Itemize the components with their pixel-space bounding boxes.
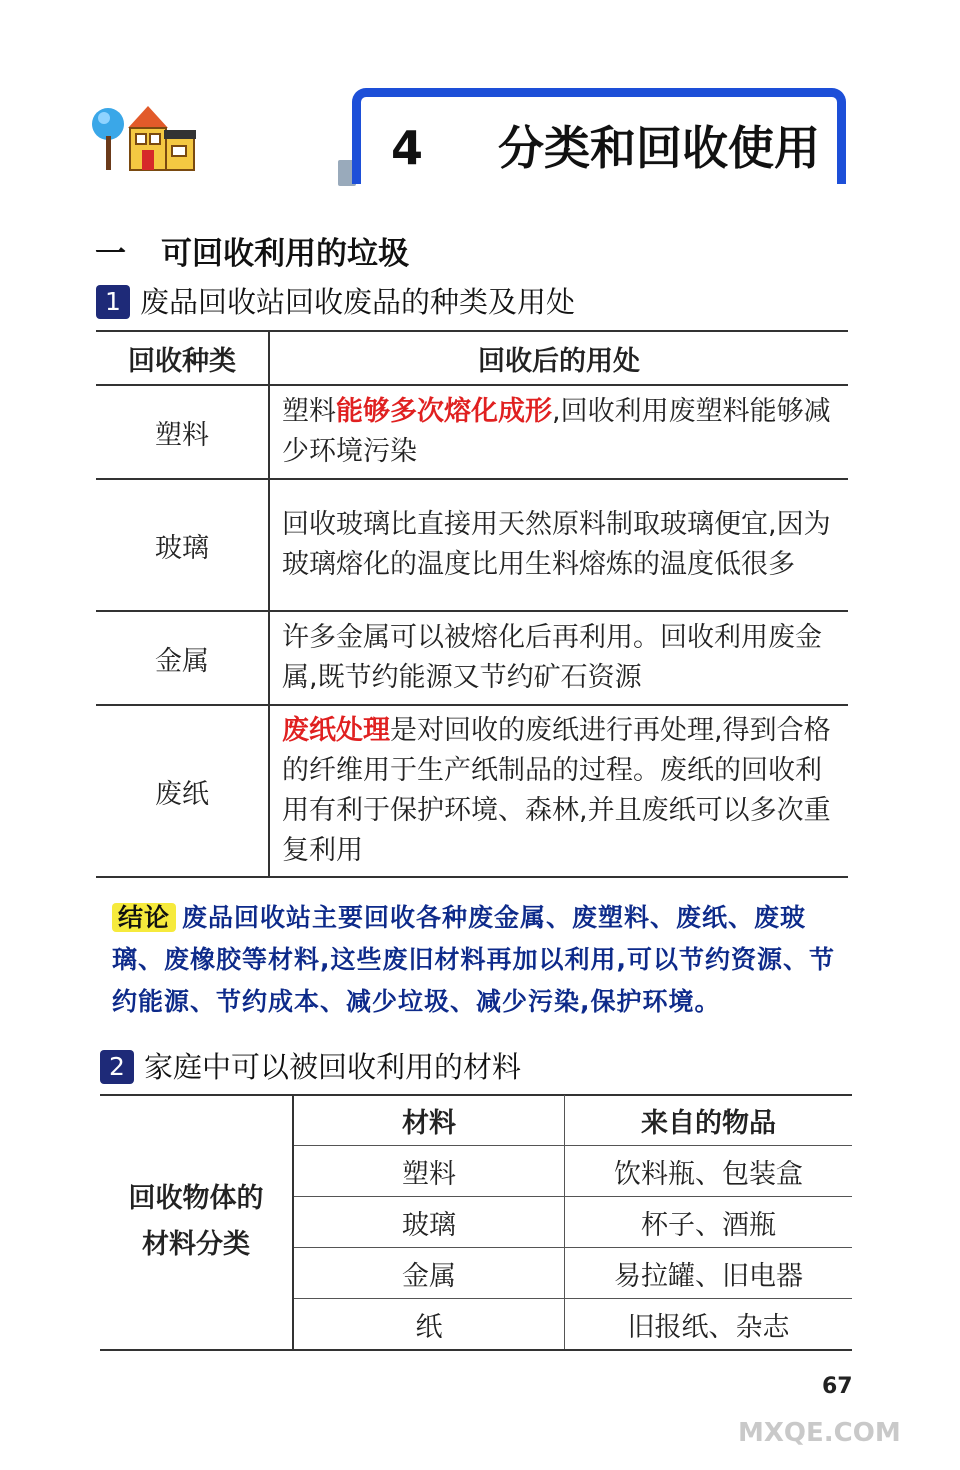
part1-heading [96,280,575,321]
material-cell: 金属 [293,1248,565,1299]
row-header-text: 回收物体的材料分类 [128,1183,264,1260]
table-header-row [96,331,848,385]
table-row [96,705,848,877]
conclusion-label: 结论 [112,903,176,932]
use-text: 是对回收的废纸进行再处理,得到合格的纤维用于生产纸制品的过程。废纸的回收利用有利于保护环境、森林,并且废纸可以多次重复利用 [282,715,831,866]
chapter-number: 4 [390,121,423,175]
material-cell: 玻璃 [293,1197,565,1248]
use-text: 许多金属可以被熔化后再利用。回收利用废金属,既节约能源又节约矿石资源 [282,622,822,693]
use-cell [269,611,848,705]
page-number: 67 [822,1374,853,1399]
section-number: 一 [95,236,126,272]
use-text: ,回收利用废塑料能够减少环境污染 [282,396,831,467]
section-title: 可回收利用的垃圾 [161,236,409,272]
table-row [96,385,848,479]
column-header-items: 来自的物品 [565,1095,853,1146]
kind-cell: 塑料 [96,385,269,479]
part2-title: 家庭中可以被回收利用的材料 [144,1050,522,1084]
use-cell [269,479,848,611]
use-highlight: 能够多次熔化成形 [336,396,552,427]
house-tree-icon [92,100,196,172]
use-cell [269,705,848,877]
items-cell: 旧报纸、杂志 [565,1299,853,1351]
part1-badge: 1 [96,285,130,319]
conclusion-text: 废品回收站主要回收各种废金属、废塑料、废纸、废玻璃、废橡胶等材料,这些废旧材料再加以利用,可以节约资源、节约能源、节约成本、减少垃圾、减少污染,保护环境。 [112,903,835,1016]
use-text: 回收玻璃比直接用天然原料制取玻璃便宜,因为玻璃熔化的温度比用生料熔炼的温度低很多 [282,509,831,580]
table-row [96,611,848,705]
items-cell: 易拉罐、旧电器 [565,1248,853,1299]
column-header-kind: 回收种类 [96,331,269,385]
use-highlight: 废纸处理 [282,715,390,746]
kind-cell: 玻璃 [96,479,269,611]
items-cell: 杯子、酒瓶 [565,1197,853,1248]
watermark-site-text: MXQE.COM [738,1418,901,1448]
part2-badge: 2 [100,1050,134,1084]
chapter-title [370,112,820,182]
section-heading [95,228,409,273]
chapter-title-text: 分类和回收使用 [498,121,821,175]
recycling-uses-table [96,330,848,878]
household-materials-table [100,1095,852,1351]
part2-heading [100,1045,521,1086]
table-header-row [100,1095,852,1146]
material-cell: 塑料 [293,1146,565,1197]
row-header-category [100,1095,293,1350]
column-header-use: 回收后的用处 [269,331,848,385]
column-header-material: 材料 [293,1095,565,1146]
table-row [96,479,848,611]
material-cell: 纸 [293,1299,565,1351]
use-cell [269,385,848,479]
conclusion-paragraph [112,897,842,1023]
kind-cell: 废纸 [96,705,269,877]
part1-title: 废品回收站回收废品的种类及用处 [140,285,576,319]
items-cell: 饮料瓶、包装盒 [565,1146,853,1197]
kind-cell: 金属 [96,611,269,705]
use-text: 塑料 [282,396,336,427]
